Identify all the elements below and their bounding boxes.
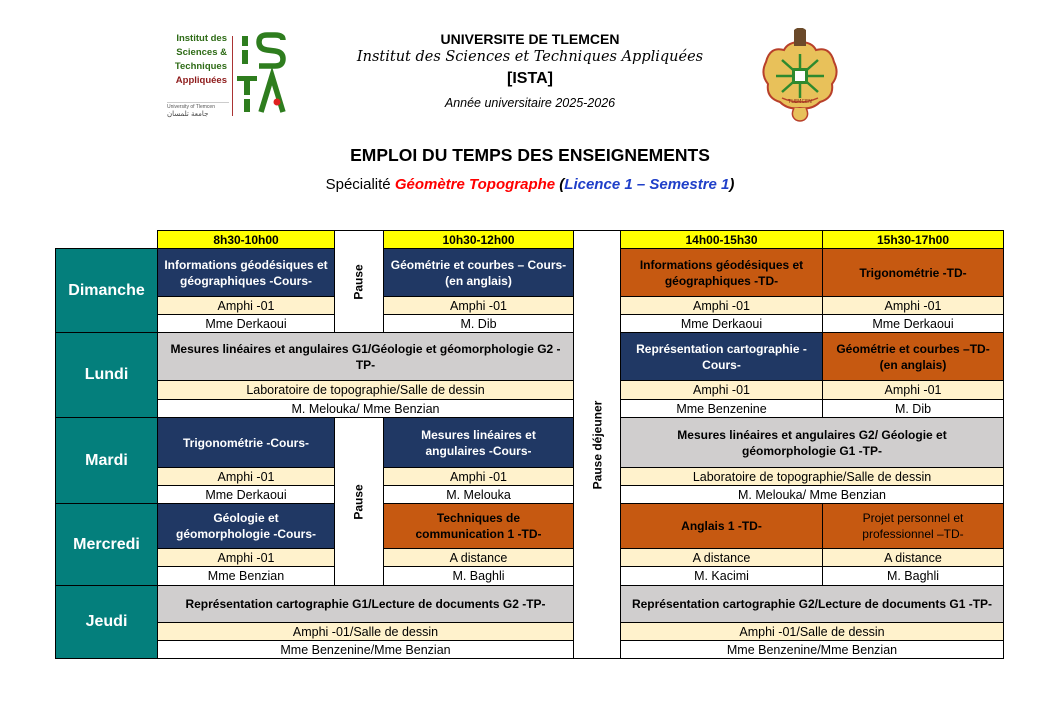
logo-line: Institut des bbox=[176, 33, 227, 44]
pause-morning-bottom bbox=[334, 417, 384, 586]
session-teacher: M. Melouka bbox=[383, 485, 574, 504]
institute-acronym: [ISTA] bbox=[507, 70, 553, 87]
session-teacher: Mme Derkaoui bbox=[157, 485, 335, 504]
slot-header: 10h30-12h00 bbox=[383, 230, 574, 249]
session-teacher: Mme Benzenine/Mme Benzian bbox=[157, 640, 574, 659]
session-room: Amphi -01 bbox=[620, 296, 823, 315]
session-room: Amphi -01 bbox=[157, 296, 335, 315]
institute-name: Institut des Sciences et Techniques Appliquées bbox=[356, 49, 704, 65]
session-title: Anglais 1 -TD- bbox=[620, 503, 823, 549]
session-room: Amphi -01 bbox=[620, 380, 823, 400]
day-jeudi: Jeudi bbox=[55, 585, 158, 659]
lunch-label: Pause déjeuner bbox=[590, 400, 604, 489]
university-name: UNIVERSITE DE TLEMCEN bbox=[440, 31, 620, 47]
session-room: Amphi -01 bbox=[822, 380, 1004, 400]
logo-line: Sciences & bbox=[176, 47, 227, 58]
academic-year: Année universitaire 2025-2026 bbox=[444, 96, 616, 110]
paren-close: ) bbox=[729, 176, 735, 193]
session-title: Trigonométrie -TD- bbox=[822, 248, 1004, 297]
session-title: Représentation cartographie G1/Lecture de documents G2 -TP- bbox=[157, 585, 574, 623]
speciality-subtitle bbox=[200, 176, 860, 193]
logo-line: Appliquées bbox=[175, 75, 227, 86]
pause-label: Pause bbox=[351, 483, 366, 520]
session-teacher: M. Dib bbox=[383, 314, 574, 333]
session-title: Mesures linéaires et angulaires -Cours- bbox=[383, 417, 574, 468]
level-semester: Licence 1 – Semestre 1 bbox=[564, 176, 730, 193]
slot-header: 15h30-17h00 bbox=[822, 230, 1004, 249]
session-title: Géométrie et courbes – Cours- (en anglais) bbox=[383, 248, 574, 297]
session-teacher: Mme Benzenine/Mme Benzian bbox=[620, 640, 1004, 659]
page-title: EMPLOI DU TEMPS DES ENSEIGNEMENTS bbox=[350, 145, 710, 165]
session-room: Amphi -01 bbox=[157, 467, 335, 486]
session-room: Amphi -01/Salle de dessin bbox=[620, 622, 1004, 641]
session-teacher: Mme Benzenine bbox=[620, 399, 823, 418]
session-title: Informations géodésiques et géographiques -Cours- bbox=[157, 248, 335, 297]
session-teacher: M. Baghli bbox=[383, 566, 574, 586]
session-teacher: Mme Benzian bbox=[157, 566, 335, 586]
slot-header: 14h00-15h30 bbox=[620, 230, 823, 249]
session-title: Représentation cartographie -Cours- bbox=[620, 332, 823, 381]
day-lundi: Lundi bbox=[55, 332, 158, 418]
session-room: Laboratoire de topographie/Salle de dessin bbox=[620, 467, 1004, 486]
session-room: Amphi -01 bbox=[157, 548, 335, 567]
session-room: Amphi -01 bbox=[822, 296, 1004, 315]
session-teacher: M. Melouka/ Mme Benzian bbox=[620, 485, 1004, 504]
session-title: Géologie et géomorphologie -Cours- bbox=[157, 503, 335, 549]
seal-text: TLEMCEN bbox=[788, 99, 812, 105]
logo-line: Techniques bbox=[174, 61, 227, 72]
session-teacher: Mme Derkaoui bbox=[157, 314, 335, 333]
session-room: Amphi -01/Salle de dessin bbox=[157, 622, 574, 641]
session-title: Trigonométrie -Cours- bbox=[157, 417, 335, 468]
session-room: Laboratoire de topographie/Salle de dessin bbox=[157, 380, 574, 400]
day-mercredi: Mercredi bbox=[55, 503, 158, 586]
ista-logo-text bbox=[165, 32, 227, 88]
logo-university-en: University of Tlemcen bbox=[167, 102, 229, 110]
subtitle-prefix: Spécialité bbox=[325, 176, 391, 193]
session-title: Mesures linéaires et angulaires G1/Géologie et géomorphologie G2 -TP- bbox=[157, 332, 574, 381]
session-teacher: M. Baghli bbox=[822, 566, 1004, 586]
pause-label: Pause bbox=[351, 263, 366, 300]
session-room: A distance bbox=[822, 548, 1004, 567]
session-title: Géométrie et courbes –TD- (en anglais) bbox=[822, 332, 1004, 381]
session-teacher: M. Kacimi bbox=[620, 566, 823, 586]
paren-open: ( bbox=[559, 176, 565, 193]
session-teacher: M. Melouka/ Mme Benzian bbox=[157, 399, 574, 418]
logo-university-ar: جامعة تلمسان bbox=[167, 110, 209, 118]
logo-divider bbox=[232, 36, 233, 116]
ista-letters-icon bbox=[237, 30, 289, 118]
session-title: Mesures linéaires et angulaires G2/ Géologie et géomorphologie G1 -TP- bbox=[620, 417, 1004, 468]
session-teacher: Mme Derkaoui bbox=[620, 314, 823, 333]
ista-logo bbox=[165, 30, 295, 120]
pause-morning-top bbox=[334, 230, 384, 333]
slot-header: 8h30-10h00 bbox=[157, 230, 335, 249]
day-dimanche: Dimanche bbox=[55, 248, 158, 333]
day-mardi: Mardi bbox=[55, 417, 158, 504]
session-title: Projet personnel et professionnel –TD- bbox=[822, 503, 1004, 549]
session-room: Amphi -01 bbox=[383, 467, 574, 486]
speciality-name: Géomètre Topographe bbox=[394, 176, 556, 193]
session-room: A distance bbox=[620, 548, 823, 567]
session-title: Représentation cartographie G2/Lecture de documents G1 -TP- bbox=[620, 585, 1004, 623]
session-title: Techniques de communication 1 -TD- bbox=[383, 503, 574, 549]
session-room: A distance bbox=[383, 548, 574, 567]
pause-lunch bbox=[573, 230, 621, 659]
session-teacher: Mme Derkaoui bbox=[822, 314, 1004, 333]
university-seal-icon bbox=[760, 28, 840, 124]
session-title: Informations géodésiques et géographiques -TD- bbox=[620, 248, 823, 297]
session-teacher: M. Dib bbox=[822, 399, 1004, 418]
session-room: Amphi -01 bbox=[383, 296, 574, 315]
